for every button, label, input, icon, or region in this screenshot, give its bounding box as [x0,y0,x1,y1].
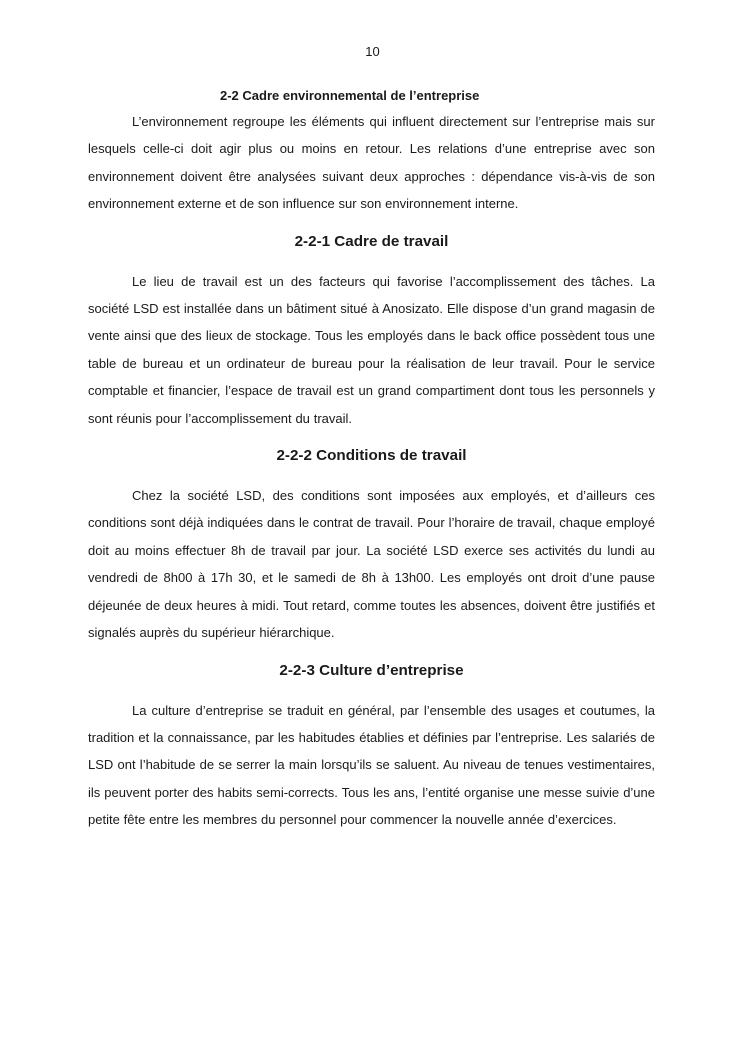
subsection-paragraph-conditions-de-travail: Chez la société LSD, des conditions sont imposées aux employés, et d’ailleurs ces conditions sont déjà indiquées dans le contrat de travail. Pour l’horaire de travail, chaque employé doit au moins effectuer 8h de travail par jour. La société LSD exerce ses activités du lundi au vendredi de 8h00 à 17h 30, et le samedi de 8h à 13h00. Les employés ont droit d’une pause déjeunée de deux heures à midi. Tout retard, comme toutes les absences, doivent être justifiés et signalés auprès du supérieur hiérarchique. [88,488,655,641]
subsection-title-cadre-de-travail: 2-2-1 Cadre de travail [294,232,449,250]
subsection-title-culture-entreprise: 2-2-3 Culture d’entreprise [279,661,464,679]
section-title: 2-2 Cadre environnemental de l’entreprise [220,88,480,103]
page-number: 10 [365,44,380,59]
subsection-paragraph-culture-entreprise: La culture d’entreprise se traduit en général, par l’ensemble des usages et coutumes, la tradition et la connaissance, par les habitudes établies et définies par l’entreprise. Les salariés de LSD ont l’habitude de se serrer la main lorsqu’ils se saluent. Au niveau de tenues vestimentaires, ils peuvent porter des habits semi-corrects. Tous les ans, l’entité organise une messe suivie d’une petite fête entre les membres du personnel pour commencer la nouvelle année d’exercices. [88,702,655,828]
section-intro-paragraph: L’environnement regroupe les éléments qui influent directement sur l’entreprise mais sur lesquels celle-ci doit agir plus ou moins en retour. Les relations d’une entreprise avec son environnement doivent être analysées suivant deux approches : dépendance vis-à-vis de son environnement externe et de son influence sur son environnement interne. [88,114,655,212]
page-content [88,86,655,834]
subsection-paragraph-cadre-de-travail: Le lieu de travail est un des facteurs qui favorise l’accomplissement des tâches. La société LSD est installée dans un bâtiment situé à Anosizato. Elle dispose d’un grand magasin de vente ainsi que des lieux de stockage. Tous les employés dans le back office possèdent tous une table de bureau et un ordinateur de bureau pour la réalisation de leur travail. Pour le service comptable et financier, l’espace de travail est un grand compartiment dont tous les personnels y sont réunis pour l’accomplissement du travail. [88,273,655,426]
subsection-title-conditions-de-travail: 2-2-2 Conditions de travail [276,447,467,465]
